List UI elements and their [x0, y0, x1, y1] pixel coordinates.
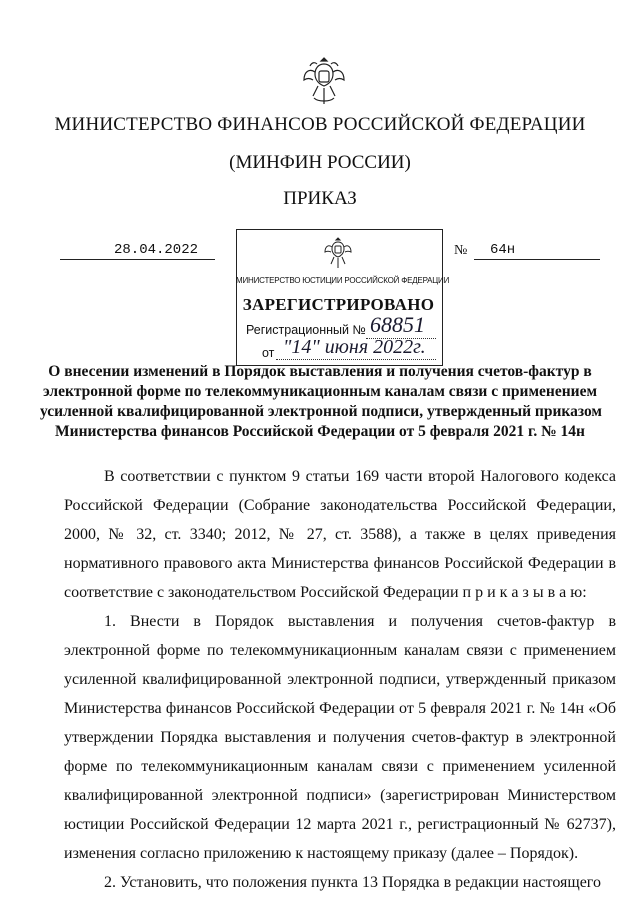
stamp-title: ЗАРЕГИСТРИРОВАНО — [242, 295, 435, 314]
stamp-registration-date: "14" июня 2022г. — [283, 336, 426, 358]
body-paragraph-item-2: 2. Установить, что положения пункта 13 Порядка в редакции настоящего — [104, 874, 601, 891]
document-type: ПРИКАЗ — [283, 188, 357, 209]
stamp-from-underline — [276, 359, 436, 360]
coat-of-arms-icon — [302, 54, 346, 110]
order-title-line: усиленной квалифицированной электронной подписи, утвержденный приказом — [40, 403, 602, 420]
order-date: 28.04.2022 — [113, 242, 198, 258]
number-sign: № — [454, 243, 468, 258]
ministry-name: МИНИСТЕРСТВО ФИНАНСОВ РОССИЙСКОЙ ФЕДЕРАЦИИ — [54, 114, 586, 135]
order-number: 64н — [490, 242, 516, 258]
order-title-line: О внесении изменений в Порядок выставления и получения счетов-фактур в — [48, 363, 592, 380]
stamp-registration-number: 68851 — [370, 312, 425, 337]
stamp-emblem-icon — [323, 236, 353, 272]
order-title-line: электронной форме по телекоммуникационным каналам связи с применением — [42, 383, 598, 400]
stamp-header: МИНИСТЕРСТВО ЮСТИЦИИ РОССИЙСКОЙ ФЕДЕРАЦИИ — [236, 276, 450, 285]
order-title-line: Министерства финансов Российской Федерации от 5 февраля 2021 г. № 14н — [55, 423, 585, 440]
body-paragraph-item-1: 1. Внести в Порядок выставления и получения счетов-фактур в электронной форме по телекоммуникационным каналам связи с применением усиленной квалифицированной электронной подписи, утвержденный приказом Министерства финансов Российской Федерации от 5 февраля 2021 г. № 14н «Об утверждении Порядка выставления и получения счетов-фактур в электронной форме по телекоммуникационным каналам связи с применением усиленной квалифицированной электронной подписи» (зарегистрирован Министерством юстиции Российской Федерации 12 марта 2021 г., регистрационный № 62737), изменения согласно приложению к настоящему приказу (далее – Порядок). — [64, 613, 616, 862]
body-paragraph-preamble: В соответствии с пунктом 9 статьи 169 части второй Налогового кодекса Российской Федерации (Собрание законодательства Российской Федерации, 2000, № 32, ст. 3340; 2012, № 27, ст. 3588), а также в целях приведения нормативного правового акта Министерства финансов Российской Федерации в соответствие с законодательством Российской Федерации п р и к а з ы в а ю: — [64, 468, 616, 601]
order-title — [40, 362, 600, 442]
stamp-registration-label: Регистрационный № — [246, 323, 366, 337]
document-body — [64, 462, 616, 897]
stamp-from-label: от — [262, 346, 275, 360]
ministry-short-name: (МИНФИН РОССИИ) — [229, 152, 411, 173]
